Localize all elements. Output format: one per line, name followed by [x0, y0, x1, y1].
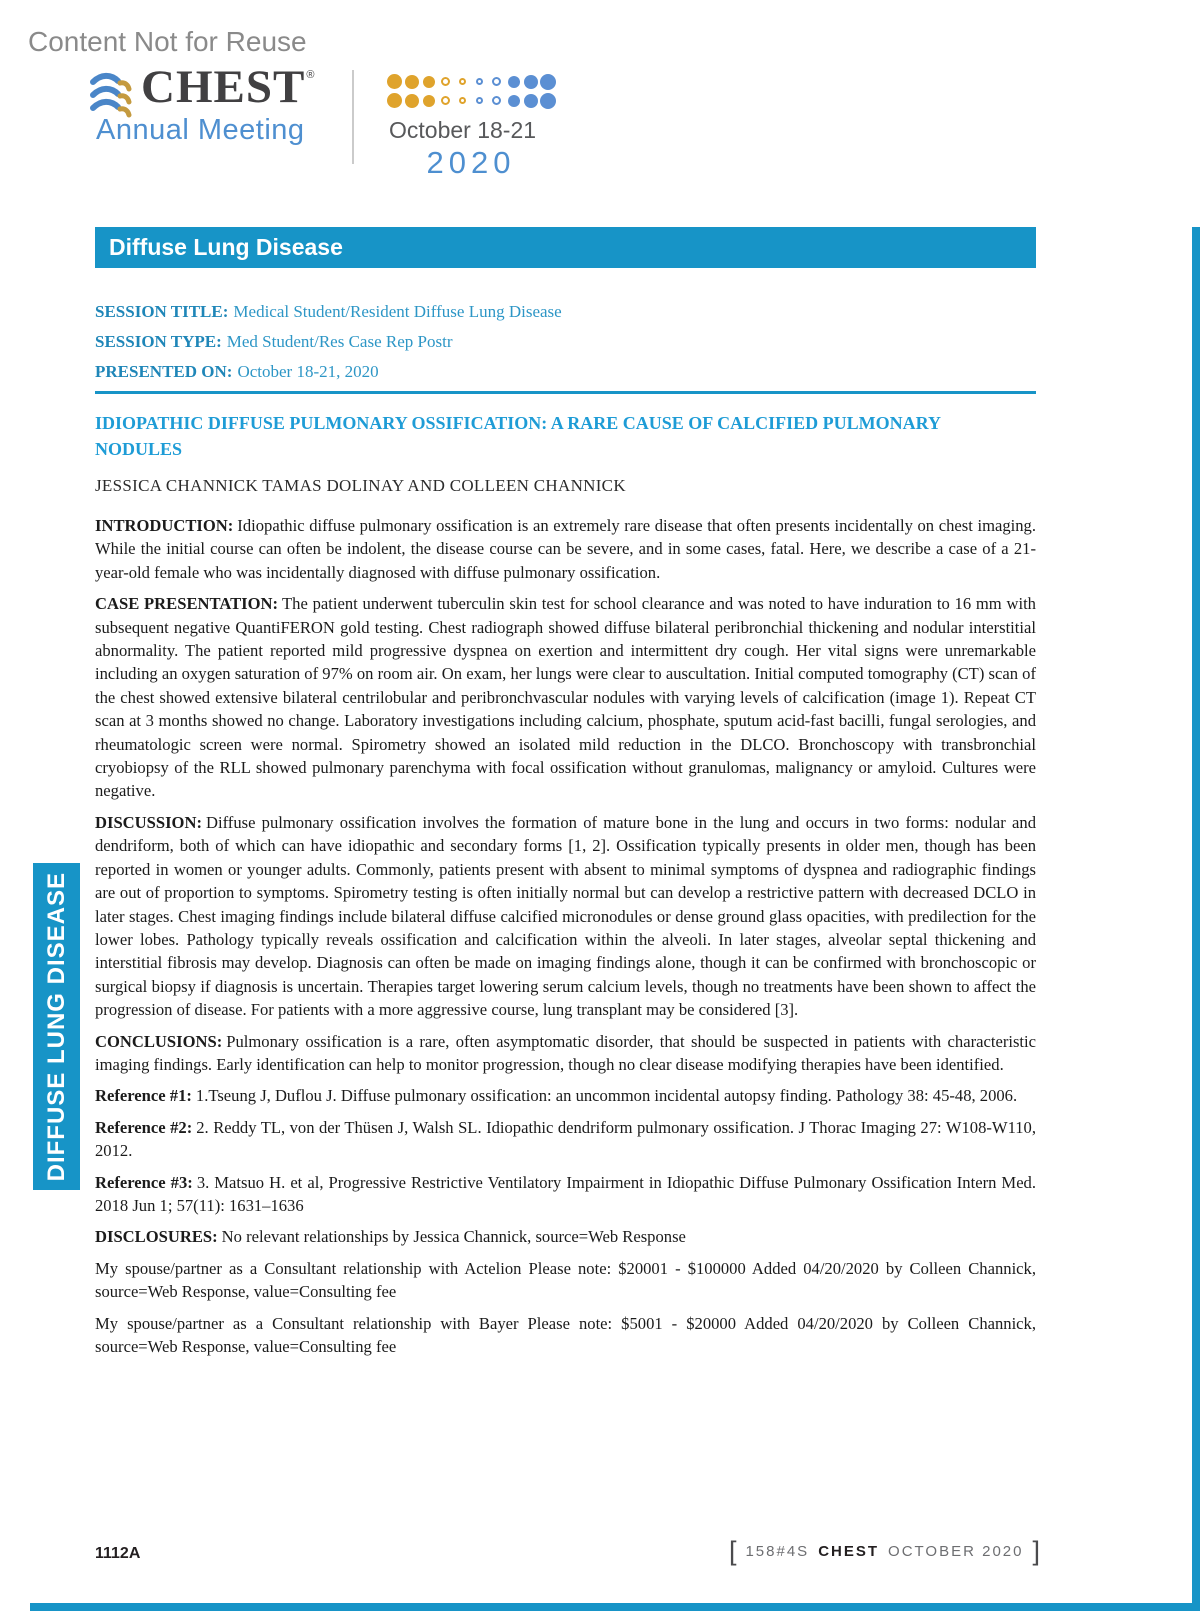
reference-2 [95, 1116, 1036, 1163]
section-disclosures [95, 1225, 1036, 1248]
reference-text: 2. Reddy TL, von der Thüsen J, Walsh SL. Idiopathic dendriform pulmonary ossification. J Thorac Imaging 27: W108-W110, 2012. [95, 1117, 1036, 1161]
journal-issue: OCTOBER 2020 [888, 1543, 1024, 1560]
section-case-presentation [95, 592, 1036, 803]
watermark-content-not-for-reuse: Content Not for Reuse [28, 26, 307, 57]
annual-meeting-tagline: Annual Meeting [96, 114, 305, 146]
disclosure-3 [95, 1312, 1036, 1359]
section-introduction [95, 514, 1036, 584]
reference-text: 1.Tseung J, Duflou J. Diffuse pulmonary ossification: an uncommon incidental autopsy finding. Pathology 38: 45-48, 2006. [195, 1086, 1018, 1106]
page-edge-bar-bottom [30, 1603, 1200, 1611]
section-banner: Diffuse Lung Disease [95, 227, 1036, 268]
abstract-body [95, 514, 1036, 1366]
journal-name: CHEST [818, 1543, 880, 1560]
section-label: DISCLOSURES: [95, 1227, 218, 1247]
disclosure-2 [95, 1257, 1036, 1304]
dots-row [386, 91, 556, 110]
session-title-line [95, 297, 562, 327]
bracket-close: ] [1032, 1536, 1040, 1566]
page-id: 1112A [95, 1545, 141, 1562]
disclosure-text: My spouse/partner as a Consultant relationship with Bayer Please note: $5001 - $20000 Added 04/20/2020 by Colleen Channick, source=Web Response, value=Consulting fee [95, 1313, 1036, 1356]
disclosure-text: My spouse/partner as a Consultant relationship with Actelion Please note: $20001 - $100000 Added 04/20/2020 by Colleen Channick, source=Web Response, value=Consulting fee [95, 1258, 1036, 1302]
bracket-open: [ [728, 1536, 737, 1566]
chest-logo [86, 61, 315, 120]
reference-label: Reference #3: [95, 1172, 193, 1192]
dots-pattern-icon [386, 72, 556, 110]
registered-mark: ® [306, 69, 315, 81]
reference-text: 3. Matsuo H. et al, Progressive Restrictive Ventilatory Impairment in Idiopathic Diffuse Pulmonary Ossification Intern Med. 2018 Jun 1; 57(11): 1631–1636 [95, 1172, 1037, 1215]
section-text: Idiopathic diffuse pulmonary ossification is an extremely rare disease that often presents incidentally on chest imaging. While the initial course can often be indolent, the disease course can be severe, and in some cases, fatal. Here, we describe a case of a 21-year-old female who was incidentally diagnosed with diffuse pulmonary ossification. [95, 516, 1036, 582]
session-title-label: SESSION TITLE: [95, 302, 229, 321]
section-text: The patient underwent tuberculin skin test for school clearance and was noted to have induration to 16 mm with subsequent negative QuantiFERON gold testing. Chest radiograph showed diffuse bilateral peribronchial thickening and nodular interstitial abnormality. The patient reported mild progressive dyspnea on exertion and intermittent dry cough. Her vital signs were unremarkable including an oxygen saturation of 97% on room air. On exam, her lungs were clear to auscultation. Initial computed tomography (CT) scan of the chest showed extensive bilateral centrilobular and peribronchvascular nodules with varying levels of calcification (image 1). Repeat CT scan at 3 months showed no change. Laboratory investigations including calcium, phosphate, sputum acid-fast bacilli, fungal serologies, and rheumatologic screen were normal. Spirometry showed an isolated mild reduction in the DLCO. Bronchoscopy with transbronchial cryobiopsy of the RLL showed pulmonary parenchyma with focal ossification without granulomas, malignancy or amyloid. Cultures were negative. [95, 594, 1036, 801]
presented-on-label: PRESENTED ON: [95, 362, 233, 381]
meeting-year: 2020 [426, 145, 516, 180]
chest-logo-icon [86, 68, 136, 120]
session-type-line [95, 327, 562, 357]
session-type-label: SESSION TYPE: [95, 332, 222, 351]
section-label: INTRODUCTION: [95, 516, 234, 535]
chest-wordmark: CHEST [141, 61, 306, 113]
reference-3 [95, 1171, 1036, 1218]
presented-on-line [95, 357, 562, 387]
reference-label: Reference #2: [95, 1117, 193, 1137]
reference-1 [95, 1084, 1036, 1107]
horizontal-rule [95, 391, 1036, 394]
section-label: CONCLUSIONS: [95, 1031, 223, 1051]
section-label: CASE PRESENTATION: [95, 594, 279, 614]
citation-number: 158#4S [745, 1543, 810, 1560]
section-conclusions [95, 1030, 1036, 1077]
section-text: Diffuse pulmonary ossification involves the formation of mature bone in the lung and occurs in two forms: nodular and dendriform, both of which can have idiopathic and secondary forms [1, 2]. Ossification typically presents in older men, though has been reported in women or younger adults. Commonly, patients present with absent to minimal symptoms of dyspnea and radiographic findings are out of proportion to symptoms. Spirometry testing is often initially normal but can develop a restrictive pattern with decreased DCLO in later stages. Chest imaging findings include bilateral diffuse calcified micronodules or dense ground glass opacities, with predilection for the lower lobes. Pathology typically reveals ossification and calcification within the alveoli. In later stages, alveolar septal thickening and interstitial fibrosis may develop. Diagnosis can often be made on imaging findings alone, though it can be confirmed with bronchoscopic or surgical biopsy if diagnosis is uncertain. Therapies target lowering serum calcium levels, though no treatments have been shown to affect the progression of disease. For patients with a more aggressive course, lung transplant may be considered [3]. [95, 812, 1036, 1020]
section-discussion [95, 811, 1036, 1022]
footer-citation [729, 1538, 1040, 1565]
side-tab-diffuse-lung-disease [33, 863, 80, 1190]
page-edge-bar-right [1192, 227, 1200, 1611]
section-text: No relevant relationships by Jessica Channick, source=Web Response [221, 1227, 686, 1247]
reference-label: Reference #1: [95, 1086, 192, 1106]
presented-on-value: October 18-21, 2020 [237, 362, 379, 381]
dots-row [386, 72, 556, 91]
section-text: Pulmonary ossification is a rare, often asymptomatic disorder, that should be suspected in patients with characteristic imaging findings. Early identification can help to monitor progression, though no clear disease modifying therapies have been identified. [95, 1031, 1036, 1074]
abstract-title: IDIOPATHIC DIFFUSE PULMONARY OSSIFICATION: A RARE CAUSE OF CALCIFIED PULMONARY NODULES [95, 413, 941, 459]
section-label: DISCUSSION: [95, 812, 202, 832]
logo-divider [352, 70, 354, 164]
meeting-date: October 18-21 [389, 117, 537, 143]
authors: JESSICA CHANNICK TAMAS DOLINAY AND COLLEEN CHANNICK [95, 476, 626, 495]
session-title-value: Medical Student/Resident Diffuse Lung Disease [233, 302, 562, 321]
side-tab-label: DIFFUSE LUNG DISEASE [42, 871, 70, 1182]
session-type-value: Med Student/Res Case Rep Postr [226, 332, 453, 351]
session-meta [95, 297, 562, 387]
